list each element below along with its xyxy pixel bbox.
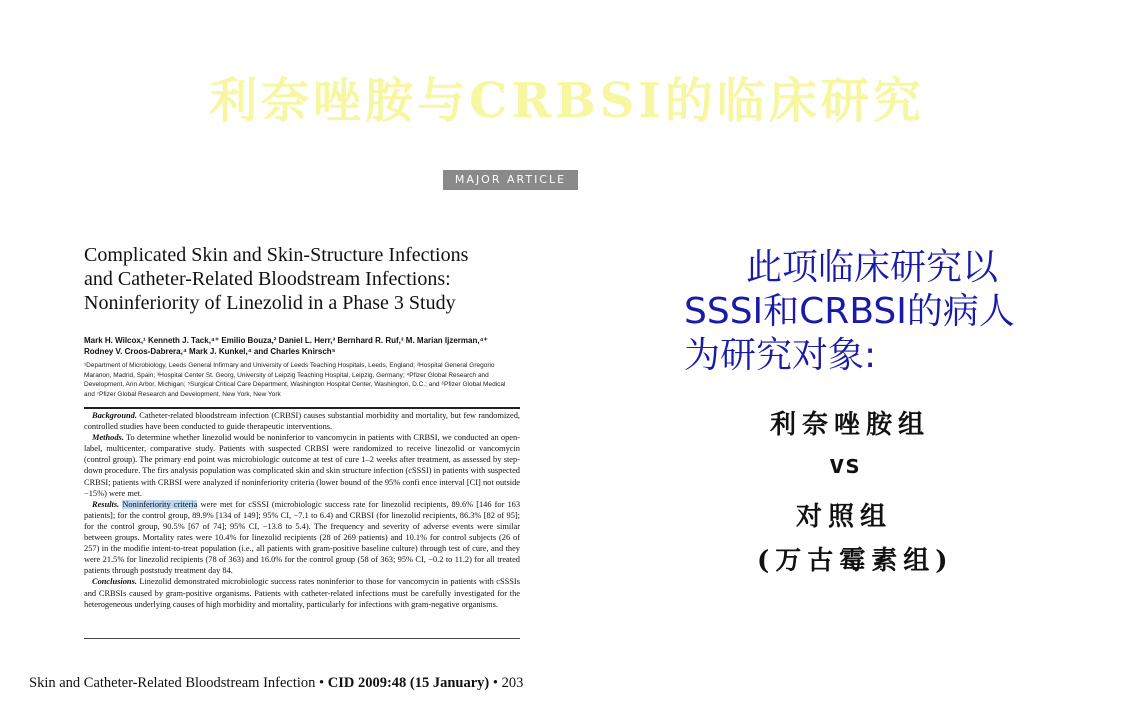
slide-title: 利奈唑胺与CRBSI的临床研究 (209, 73, 925, 129)
paper-title-line: Complicated Skin and Skin-Structure Infections (84, 244, 469, 266)
note-line: 为研究对象: (684, 335, 877, 376)
paper-authors (84, 335, 524, 357)
journal-citation: CID 2009:48 (15 January) (327, 675, 490, 691)
note-line: SSSI和CRBSI的病人 (684, 291, 1015, 332)
paper-affiliations (84, 361, 524, 399)
abstract (84, 410, 520, 610)
affiliation-line: ¹Department of Microbiology, Leeds General Infirmary and University of Leeds Teaching Hospitals, Leeds, England; ²Hospital General Gregorio (84, 362, 495, 369)
highlighted-text[interactable]: Noninferiority criteria (122, 499, 198, 509)
paper-title (84, 243, 524, 315)
abstract-results (84, 499, 520, 577)
page-number: 203 (501, 675, 524, 691)
authors-line: Rodney V. Croos-Dabrera,⁴ Mark J. Kunkel,⁴ and Charles Knirsch⁵ (84, 347, 336, 356)
methods-heading: Methods. (92, 433, 124, 443)
article-type-badge: MAJOR ARTICLE (443, 170, 578, 190)
abstract-top-rule (84, 407, 520, 409)
results-heading: Results. (92, 499, 120, 509)
results-text: were met for cSSSI (microbiologic success rate for linezolid recipients, 89.6% [146 for 163 patients]; for the control group, 89.9% [134 of 149]; 95% CI, −7.1 to 6.4) and CRBSI (for linezolid recipients, 86.3% [82 of 95]; for the control group, 90.5% [67 of 74]; 95% CI, −13.8 to 5.4). The frequency and severity of adverse events were similar between groups. Mortality rates were 10.4% for linezolid recipients (28 of 269 patients) and 10.1% for control subjects (26 of 257) in the modifie intent-to-treat population (i.e., all patients with gram-positive baseline culture) through test of cure, and they were 21.5% for linezolid recipients (78 of 363) and 16.0% for the control group (58 of 363; 95% CI, −0.2 to 11.2) for all treated patients through poststudy treatment day 84. (84, 499, 521, 576)
running-title: Skin and Catheter-Related Bloodstream Infection (29, 675, 316, 691)
affiliation-line: Development, Ann Arbor, Michigan; ⁵Surgical Critical Care Department, Washington Hospital Center, Washington, D.C.; and ⁶Pfizer Global Medical (84, 381, 506, 388)
group-linezolid: 利奈唑胺组 (770, 410, 931, 440)
background-text: Catheter-related bloodstream infection (CRBSI) causes substantial morbidity and mortality, but few randomized, controlled studies have been conducted to guide therapeutic interventions. (84, 411, 520, 432)
paper-title-line: Noninferiority of Linezolid in a Phase 3 Study (84, 292, 456, 314)
group-control-detail: (万古霉素组) (757, 546, 954, 576)
affiliation-line: Maranon, Madrid, Spain; ³Hospital Center St. Georg, University of Leipzig Teaching Hospital, Leipzig, Germany; ⁴Pfizer Global Research and (84, 371, 489, 379)
abstract-methods (84, 432, 520, 499)
page-footer (29, 675, 523, 692)
footer-separator: • (315, 675, 328, 691)
affiliation-line: and ⁷Pfizer Global Research and Development, New York, New York (84, 390, 281, 398)
background-heading: Background. (92, 411, 137, 420)
conclusions-text: Linezolid demonstrated microbiologic success rates noninferior to those for vancomycin in patients with cSSSIs and CRBSIs caused by gram-positive organisms. Patients with catheter-related infections must be carefully investigated for the heterogeneous underlying causes of high morbidity and mortality, particularly for infections with gram-negative organisms. (84, 577, 520, 609)
conclusions-heading: Conclusions. (92, 577, 137, 587)
authors-line: Mark H. Wilcox,¹ Kenneth J. Tack,⁴⁺ Emilio Bouza,² Daniel L. Herr,³ Bernhard R. Ruf,³ M. Marian Ijzerman,⁴⁺ (84, 336, 488, 345)
group-control: 对照组 (796, 502, 893, 532)
abstract-conclusions (84, 576, 520, 609)
abstract-background (84, 410, 520, 432)
footer-separator: • (489, 675, 502, 691)
methods-text: To determine whether linezolid would be noninferior to vancomycin in patients with CRBSI, we conducted an open-label, multicenter, comparative study. Patients with suspected CRBSI were randomized to receive linezolid or vancomycin (control group). The primary end point was microbiologic outcome at test of cure 1–2 weeks after treatment, as assessed by step-down procedure. The firs analysis population was complicated skin and skin structure infection (cSSSI) in patients with suspected CRBSI; patients with CRBSI were analyzed if noninferiority criteria (lower bound of the 95% confi ence interval [CI] not outside −15%) were met. (84, 433, 520, 498)
versus-label: vs (829, 450, 861, 480)
study-subject-note (684, 246, 1124, 378)
note-line: 此项临床研究以 (746, 247, 999, 288)
abstract-bottom-rule (84, 638, 520, 639)
paper-title-line: and Catheter-Related Bloodstream Infections: (84, 268, 451, 290)
